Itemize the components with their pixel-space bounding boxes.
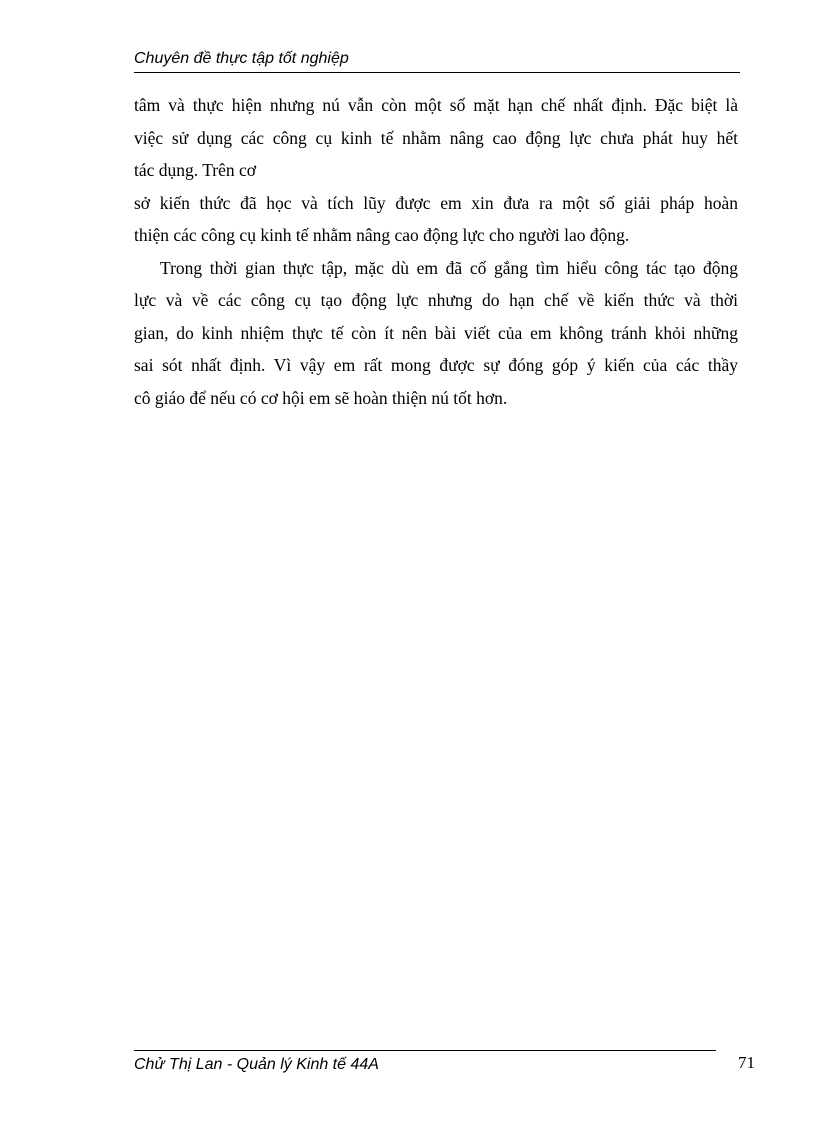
footer-divider [134, 1050, 716, 1051]
text-line: Trong thời gian thực tập, mặc dù em đã cố gắng tìm hiểu công tác tạo động [160, 257, 738, 278]
text-line: cô giáo để nếu có cơ hội em sẽ hoàn thiện nú tốt hơn. [134, 387, 508, 408]
paragraph-2 [134, 187, 738, 252]
text-line: thiện các công cụ kinh tế nhằm nâng cao động lực cho người lao động. [134, 225, 630, 245]
text-line: sai sót nhất định. Vì vậy em rất mong được sự đóng góp ý kiến của các thầy [134, 355, 738, 375]
page-header [134, 48, 740, 73]
document-body [134, 89, 738, 414]
footer-author: Chử Thị Lan - Quản lý Kinh tế 44A [134, 1056, 379, 1073]
text-line: tâm và thực hiện nhưng nú vẫn còn một số mặt hạn chế nhất định. Đặc biệt là [134, 95, 738, 115]
text-line: tác dụng. Trên cơ [134, 160, 257, 180]
paragraph-1 [134, 89, 738, 187]
header-title: Chuyên đề thực tập tốt nghiệp [134, 50, 349, 67]
text-line: việc sử dụng các công cụ kinh tế nhằm nâng cao động lực chưa phát huy hết [134, 127, 738, 148]
paragraph-3 [134, 252, 738, 415]
text-line: gian, do kinh nhiệm thực tế còn ít nên bài viết của em không tránh khỏi những [134, 322, 738, 343]
text-line: lực và về các công cụ tạo động lực nhưng do hạn chế về kiến thức và thời [134, 290, 738, 310]
text-line: sở kiến thức đã học và tích lũy được em xin đưa ra một số giải pháp hoàn [134, 192, 738, 213]
page-number: 71 [738, 1053, 755, 1072]
